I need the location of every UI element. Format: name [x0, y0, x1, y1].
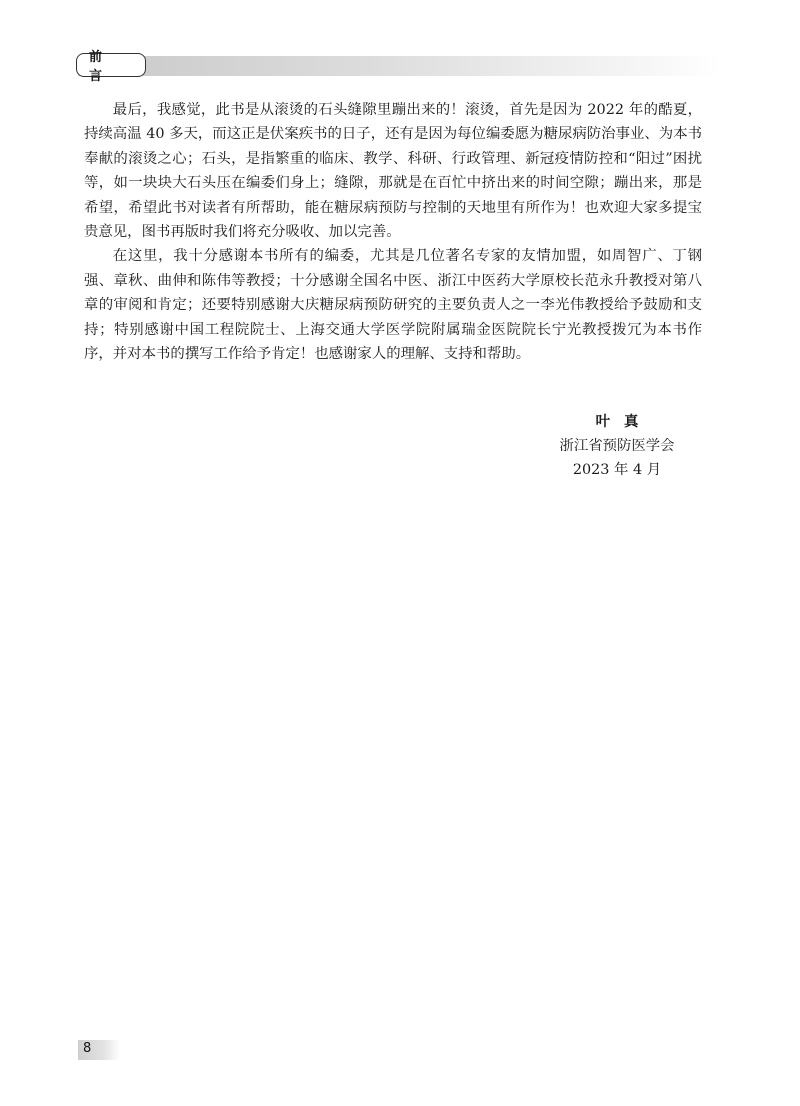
page-number: 8 [83, 1041, 92, 1056]
signature-author: 叶真 [595, 413, 653, 430]
section-title: 前 言 [76, 53, 146, 77]
preface-body [84, 98, 702, 366]
signature-date: 2023 年 4 月 [572, 462, 662, 478]
signature-block [546, 410, 688, 482]
paragraph-acknowledgements: 在这里，我十分感谢本书所有的编委，尤其是几位著名专家的友情加盟，如周智广、丁钢强、章秋、曲伸和陈伟等教授；十分感谢全国名中医、浙江中医药大学原校长范永升教授对第八章的审阅和肯定；还要特别感谢大庆糖尿病预防研究的主要负责人之一李光伟教授给予鼓励和支持；特别感谢中国工程院院士、上海交通大学医学院附属瑞金医院院长宁光教授拨冗为本书作序，并对本书的撰写工作给予肯定！也感谢家人的理解、支持和帮助。 [84, 248, 702, 363]
header-bar [78, 56, 720, 76]
paragraph-closing-thoughts: 最后，我感觉，此书是从滚烫的石头缝隙里蹦出来的！滚烫，首先是因为 2022 年的酷夏，持续高温 40 多天，而这正是伏案疾书的日子，还有是因为每位编委愿为糖尿病防治事业、为本书奉献的滚烫之心；石头，是指繁重的临床、教学、科研、行政管理、新冠疫情防控和“阳过”困扰等，如一块块大石头压在编委们身上；缝隙，那就是在百忙中挤出来的时间空隙；蹦出来，那是希望，希望此书对读者有所帮助，能在糖尿病预防与控制的天地里有所作为！也欢迎大家多提宝贵意见，图书再版时我们将充分吸收、加以完善。 [84, 102, 702, 241]
signature-organization: 浙江省预防医学会 [559, 438, 675, 454]
